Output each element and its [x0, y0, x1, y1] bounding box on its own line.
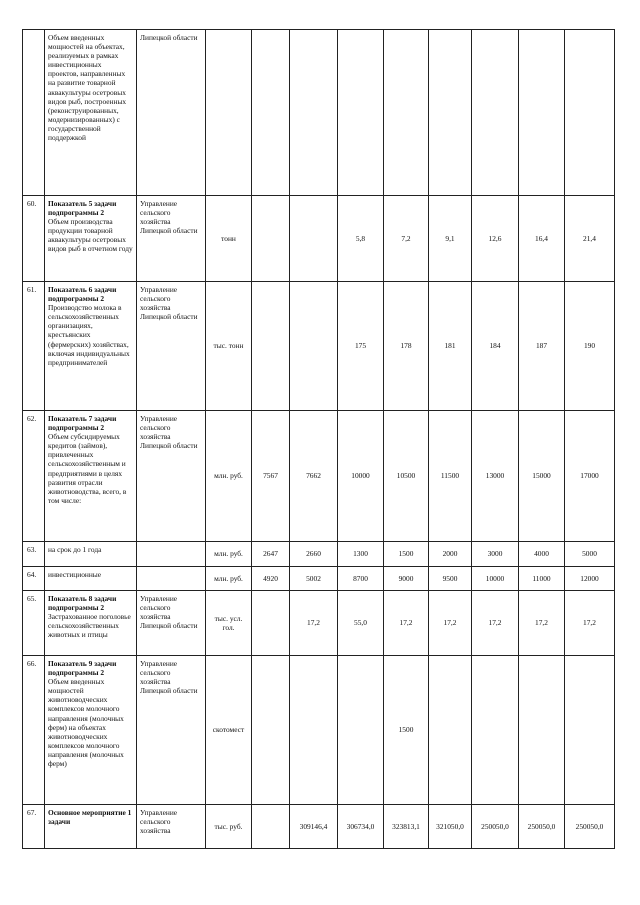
table-row [23, 196, 615, 282]
table-row [23, 411, 615, 542]
value-cell [290, 282, 338, 411]
value-cell: 2000 [429, 542, 472, 567]
value-cell [565, 30, 615, 196]
value-cell: 9500 [429, 567, 472, 591]
value-cell: 10500 [384, 411, 429, 542]
table-row [23, 591, 615, 656]
value-cell: 250050,0 [519, 805, 565, 849]
unit-of-measure: млн. руб. [206, 542, 252, 567]
value-cell: 16,4 [519, 196, 565, 282]
unit-of-measure [206, 30, 252, 196]
value-cell: 11000 [519, 567, 565, 591]
row-number: 65. [23, 591, 45, 656]
table-row [23, 542, 615, 567]
value-cell: 7662 [290, 411, 338, 542]
responsible-executor [137, 567, 206, 591]
indicator-text: инвестиционные [48, 570, 102, 579]
value-cell: 17,2 [384, 591, 429, 656]
value-cell: 5,8 [338, 196, 384, 282]
value-cell: 2647 [252, 542, 290, 567]
responsible-executor: Управление сельского хозяйства Липецкой области [137, 591, 206, 656]
indicator-title: Показатель 8 задачи подпрограммы 2 [48, 594, 117, 613]
value-cell: 184 [472, 282, 519, 411]
value-cell: 250050,0 [472, 805, 519, 849]
value-cell: 1300 [338, 542, 384, 567]
responsible-executor: Управление сельского хозяйства Липецкой области [137, 196, 206, 282]
indicator-description [45, 411, 137, 542]
responsible-executor: Липецкой области [137, 30, 206, 196]
value-cell: 1500 [384, 656, 429, 805]
row-number: 61. [23, 282, 45, 411]
value-cell: 15000 [519, 411, 565, 542]
value-cell [252, 805, 290, 849]
value-cell: 323813,1 [384, 805, 429, 849]
responsible-executor: Управление сельского хозяйства [137, 805, 206, 849]
row-number: 60. [23, 196, 45, 282]
indicator-description [45, 282, 137, 411]
indicator-text: Объем введенных мощностей животноводческих комплексов молочного направления (молочных ферм) на объектах животноводческих комплексов молочного направления (молочных ферм) [48, 677, 124, 769]
value-cell: 17000 [565, 411, 615, 542]
value-cell: 190 [565, 282, 615, 411]
responsible-executor: Управление сельского хозяйства Липецкой области [137, 656, 206, 805]
value-cell: 5002 [290, 567, 338, 591]
value-cell [290, 30, 338, 196]
row-number [23, 30, 45, 196]
indicator-text: Объем производства продукции товарной аквакультуры осетровых видов рыб в отчетном году [48, 217, 133, 254]
unit-of-measure: тыс. тонн [206, 282, 252, 411]
table-row [23, 30, 615, 196]
indicator-description [45, 656, 137, 805]
value-cell: 2660 [290, 542, 338, 567]
table-row [23, 656, 615, 805]
indicator-title: Показатель 5 задачи подпрограммы 2 [48, 199, 117, 218]
responsible-executor [137, 542, 206, 567]
indicator-text: Производство молока в сельскохозяйственных организациях, крестьянских (фермерских) хозяйствах, включая индивидуальных предпринимателей [48, 303, 130, 367]
value-cell [252, 30, 290, 196]
value-cell: 306734,0 [338, 805, 384, 849]
value-cell [290, 196, 338, 282]
value-cell: 187 [519, 282, 565, 411]
value-cell: 10000 [472, 567, 519, 591]
responsible-executor: Управление сельского хозяйства Липецкой области [137, 411, 206, 542]
value-cell: 309146,4 [290, 805, 338, 849]
indicator-description [45, 805, 137, 849]
value-cell: 55,0 [338, 591, 384, 656]
value-cell: 21,4 [565, 196, 615, 282]
value-cell: 7567 [252, 411, 290, 542]
indicator-text: Объем введенных мощностей на объектах, реализуемых в рамках инвестиционных проектов, направленных на развитие товарной аквакультуры осетровых видов рыб, построенных (реконструированных, модернизированных) с государственной поддержкой [48, 33, 127, 143]
value-cell [565, 656, 615, 805]
indicator-text: на срок до 1 года [48, 545, 102, 554]
unit-of-measure: тонн [206, 196, 252, 282]
value-cell: 250050,0 [565, 805, 615, 849]
value-cell: 9000 [384, 567, 429, 591]
value-cell: 17,2 [429, 591, 472, 656]
row-number: 67. [23, 805, 45, 849]
value-cell: 8700 [338, 567, 384, 591]
value-cell [384, 30, 429, 196]
value-cell [429, 30, 472, 196]
value-cell: 10000 [338, 411, 384, 542]
value-cell: 17,2 [565, 591, 615, 656]
unit-of-measure: млн. руб. [206, 411, 252, 542]
unit-of-measure: тыс. руб. [206, 805, 252, 849]
value-cell [429, 656, 472, 805]
value-cell: 1500 [384, 542, 429, 567]
indicator-description [45, 591, 137, 656]
value-cell [338, 30, 384, 196]
unit-of-measure: скотомест [206, 656, 252, 805]
table-row [23, 805, 615, 849]
indicator-text: Застрахованное поголовье сельскохозяйственных животных и птицы [48, 612, 131, 640]
value-cell [519, 30, 565, 196]
responsible-executor: Управление сельского хозяйства Липецкой области [137, 282, 206, 411]
value-cell: 13000 [472, 411, 519, 542]
row-number: 62. [23, 411, 45, 542]
indicator-description [45, 567, 137, 591]
unit-of-measure: млн. руб. [206, 567, 252, 591]
value-cell: 4000 [519, 542, 565, 567]
indicator-text: Объем субсидируемых кредитов (займов), привлеченных сельскохозяйственным и предприятиями в целях развития отрасли животноводства, всего, в том числе: [48, 432, 127, 505]
indicator-title: Основное мероприятие 1 задачи [48, 808, 132, 827]
value-cell: 7,2 [384, 196, 429, 282]
indicators-table [22, 29, 615, 849]
indicator-title: Показатель 7 задачи подпрограммы 2 [48, 414, 117, 433]
table-row [23, 567, 615, 591]
value-cell [252, 656, 290, 805]
value-cell: 175 [338, 282, 384, 411]
value-cell: 12000 [565, 567, 615, 591]
value-cell: 4920 [252, 567, 290, 591]
value-cell: 17,2 [290, 591, 338, 656]
value-cell: 9,1 [429, 196, 472, 282]
value-cell [252, 196, 290, 282]
value-cell: 12,6 [472, 196, 519, 282]
indicator-title: Показатель 6 задачи подпрограммы 2 [48, 285, 117, 304]
value-cell: 3000 [472, 542, 519, 567]
value-cell [252, 282, 290, 411]
indicator-description [45, 542, 137, 567]
indicator-description [45, 196, 137, 282]
indicator-title: Показатель 9 задачи подпрограммы 2 [48, 659, 117, 678]
row-number: 64. [23, 567, 45, 591]
value-cell [252, 591, 290, 656]
value-cell: 17,2 [472, 591, 519, 656]
indicator-description [45, 30, 137, 196]
value-cell: 178 [384, 282, 429, 411]
value-cell: 17,2 [519, 591, 565, 656]
value-cell [338, 656, 384, 805]
row-number: 66. [23, 656, 45, 805]
value-cell: 5000 [565, 542, 615, 567]
table-row [23, 282, 615, 411]
row-number: 63. [23, 542, 45, 567]
value-cell [290, 656, 338, 805]
unit-of-measure: тыс. усл. гол. [206, 591, 252, 656]
value-cell: 11500 [429, 411, 472, 542]
value-cell: 321050,0 [429, 805, 472, 849]
value-cell: 181 [429, 282, 472, 411]
value-cell [519, 656, 565, 805]
value-cell [472, 656, 519, 805]
value-cell [472, 30, 519, 196]
